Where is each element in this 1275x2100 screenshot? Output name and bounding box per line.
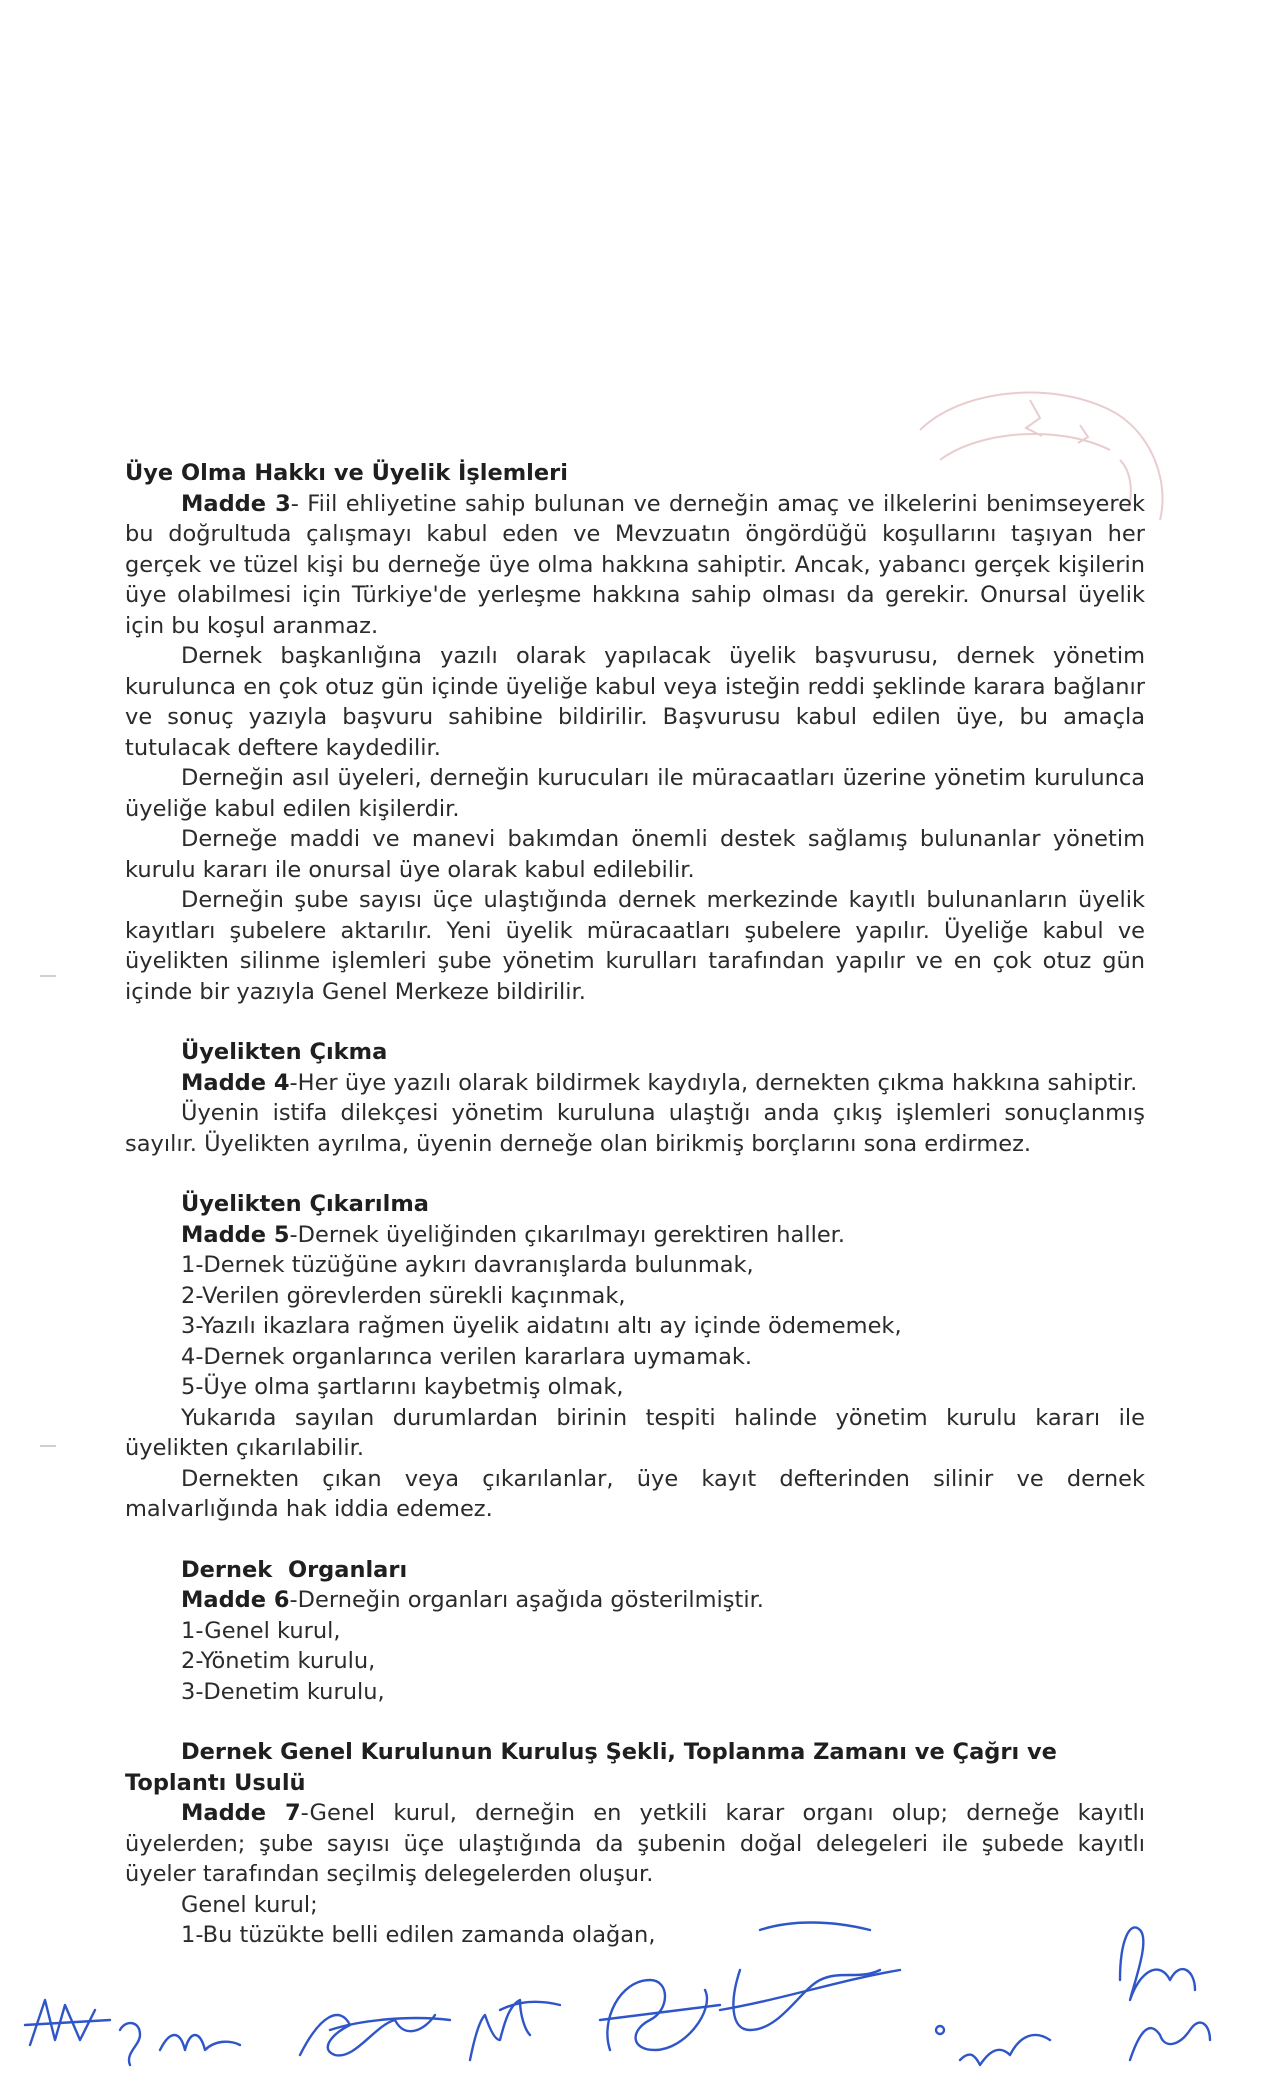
article-text: -Derneğin organları aşağıda gösterilmiştir. <box>289 1587 764 1613</box>
article-paragraph <box>125 1220 1145 1251</box>
list-item: Genel kurul; <box>181 1891 318 1918</box>
article-number: Madde 3 <box>181 490 291 517</box>
paragraph: Dernekten çıkan veya çıkarılanlar, üye kayıt defterinden silinir ve dernek malvarlığında hak iddia edemez. <box>125 1465 1145 1522</box>
signature-5 <box>600 1980 720 2050</box>
article-number: Madde 7 <box>181 1800 301 1826</box>
list-item: 1-Bu tüzükte belli edilen zamanda olağan, <box>181 1922 656 1948</box>
article-number: Madde 4 <box>181 1069 290 1096</box>
list-item: 2-Verilen görevlerden sürekli kaçınmak, <box>181 1282 626 1309</box>
paragraph: Dernek başkanlığına yazılı olarak yapılacak üyelik başvurusu, dernek yönetim kurulunca en çok otuz gün içinde üyeliğe kabul veya isteğin reddi şeklinde karara bağlanır ve sonuç yazıyla başvuru sahibine bildirilir. Başvurusu kabul edilen üye, bu amaçla tutulacak deftere kaydedilir. <box>125 643 1145 761</box>
signature-2 <box>120 2023 240 2065</box>
document-body <box>125 458 1145 1951</box>
scan-margin-mark <box>40 975 56 977</box>
article-text: -Genel kurul, derneğin en yetkili karar organı olup; derneğe kayıtlı üyelerden; şube sayısı üçe ulaştığında da şubenin doğal delegeleri ile şubede kayıtlı üyeler tarafından seçilmiş delegelerden oluşur. <box>125 1800 1145 1887</box>
signature-1 <box>25 2000 110 2045</box>
list-item: 4-Dernek organlarınca verilen kararlara uymamak. <box>181 1343 753 1370</box>
signature-3 <box>300 2015 450 2055</box>
section-title: Üyelikten Çıkarılma <box>181 1191 429 1217</box>
article-paragraph <box>125 1068 1145 1099</box>
article-text: - Fiil ehliyetine sahip bulunan ve derneğin amaç ve ilkelerini benimseyerek bu doğrultuda çalışmayı kabul eden ve Mevzuatın öngördüğü koşullarını taşıyan her gerçek ve tüzel kişi bu derneğe üye olma hakkına sahiptir. Ancak, yabancı gerçek kişilerin üye olabilmesi için Türkiye'de yerleşme hakkına sahip olması da gerekir. Onursal üyelik için bu koşul aranmaz. <box>125 490 1145 639</box>
paragraph: Derneğe maddi ve manevi bakımdan önemli destek sağlamış bulunanlar yönetim kurulu kararı ile onursal üye olarak kabul edilebilir. <box>125 826 1145 883</box>
signature-6 <box>720 1923 900 2031</box>
section-title: Dernek Organları <box>181 1556 408 1583</box>
list-item: 1-Dernek tüzüğüne aykırı davranışlarda bulunmak, <box>181 1252 754 1278</box>
section-title: Üyelikten Çıkma <box>181 1039 388 1065</box>
article-text: -Her üye yazılı olarak bildirmek kaydıyla, dernekten çıkma hakkına sahiptir. <box>289 1069 1138 1096</box>
paragraph: Yukarıda sayılan durumlardan birinin tespiti halinde yönetim kurulu kararı ile üyelikten çıkarılabilir. <box>125 1404 1145 1461</box>
list-item: 3-Yazılı ikazlara rağmen üyelik aidatını altı ay içinde ödememek, <box>181 1313 902 1339</box>
article-paragraph <box>125 1798 1145 1890</box>
section-title: Dernek Genel Kurulunun Kuruluş Şekli, Toplanma Zamanı ve Çağrı ve Toplantı Usulü <box>125 1739 1057 1796</box>
article-text: -Dernek üyeliğinden çıkarılmayı gerektiren haller. <box>289 1221 846 1248</box>
article-paragraph <box>125 489 1145 642</box>
section-title: Üye Olma Hakkı ve Üyelik İşlemleri <box>125 460 568 486</box>
paragraph: Üyenin istifa dilekçesi yönetim kuruluna ulaştığı anda çıkış işlemleri sonuçlanmış sayılır. Üyelikten ayrılma, üyenin derneğe olan birikmiş borçlarını sona erdirmez. <box>125 1100 1145 1157</box>
list-item: 1-Genel kurul, <box>181 1617 341 1644</box>
signatures-area <box>0 1900 1275 2100</box>
paragraph: Derneğin şube sayısı üçe ulaştığında dernek merkezinde kayıtlı bulunanların üyelik kayıtları şubelere aktarılır. Yeni üyelik müracaatları şubelere yapılır. Üyeliğe kabul ve üyelikten silinme işlemleri şube yönetim kurulları tarafından yapılır ve en çok otuz gün içinde bir yazıyla Genel Merkeze bildirilir. <box>125 887 1145 1005</box>
article-number: Madde 6 <box>181 1587 290 1613</box>
list-item: 3-Denetim kurulu, <box>181 1678 385 1705</box>
paragraph: Derneğin asıl üyeleri, derneğin kurucuları ile müracaatları üzerine yönetim kurulunca üyeliğe kabul edilen kişilerdir. <box>125 765 1145 822</box>
signature-8 <box>1120 1927 1210 2060</box>
article-number: Madde 5 <box>181 1221 290 1248</box>
scan-margin-mark <box>40 1445 56 1447</box>
signature-4 <box>470 2000 560 2060</box>
article-paragraph <box>125 1585 1145 1616</box>
list-item: 5-Üye olma şartlarını kaybetmiş olmak, <box>181 1374 624 1400</box>
signature-7 <box>936 2026 1050 2065</box>
list-item: 2-Yönetim kurulu, <box>181 1648 376 1674</box>
